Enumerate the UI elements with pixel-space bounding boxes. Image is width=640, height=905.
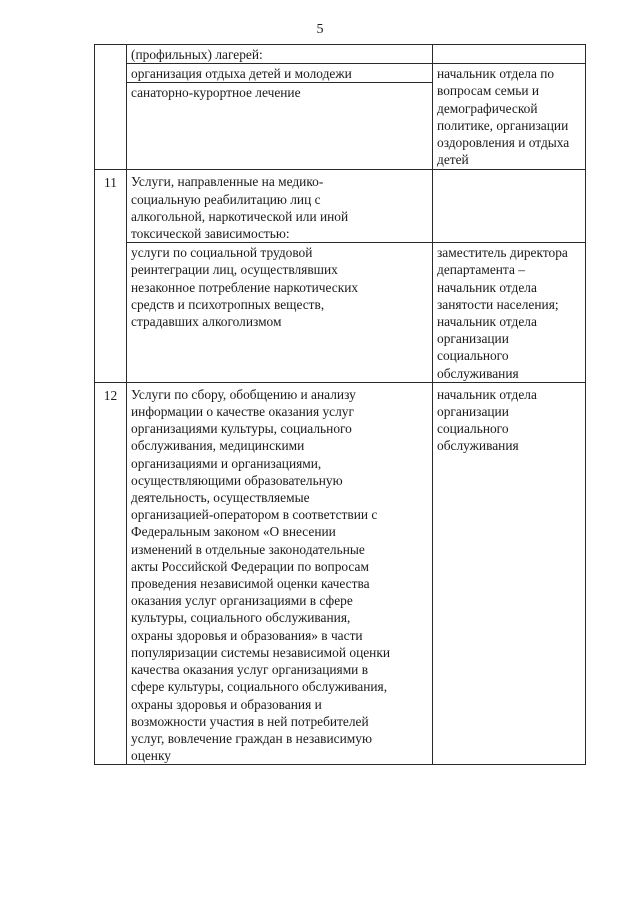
- service-text: услуги по социальной трудовой реинтеграции лиц, осуществлявших незаконное потребление наркотических средств и психотропных веществ, страдавших алкоголизмом: [131, 245, 359, 330]
- responsible-cell: [433, 382, 586, 764]
- table-row: [95, 64, 586, 83]
- service-text: организация отдыха детей и молодежи: [131, 66, 352, 82]
- service-cell: [127, 64, 433, 83]
- service-cell: [127, 45, 433, 64]
- row-number-cell: [95, 382, 127, 764]
- table-row: [95, 382, 586, 764]
- table-row: [95, 45, 586, 64]
- services-table: [94, 44, 586, 765]
- table-row: [95, 170, 586, 243]
- service-cell: [127, 382, 433, 764]
- responsible-cell: [433, 243, 586, 383]
- service-text: Услуги по сбору, обобщению и анализу информации о качестве оказания услуг организациями культуры, социального обслуживания, медицинскими организациями и организациями, осуществляющими образовательную деятельность, осуществляемые организацией-оператором в соответствии с Федеральным законом «О внесении изменений в отдельные законодательные акты Российской Федерации по вопросам проведения независимой оценки качества оказания услуг организациями в сфере культуры, социального обслуживания, охраны здоровья и образования» в части популяризации системы независимой оценки качества оказания услуг организациями в сфере культуры, социального обслуживания, охраны здоровья и образования и возможности участия в ней потребителей услуг, вовлечение граждан в независимую оценку: [131, 386, 391, 764]
- service-text: санаторно-курортное лечение: [131, 85, 301, 101]
- responsible-text: начальник отдела по вопросам семьи и демографической политике, организации оздоровления и отдыха детей: [437, 66, 570, 168]
- service-text: Услуги, направленные на медико- социальную реабилитацию лиц с алкогольной, наркотической или иной токсической зависимостью:: [131, 174, 349, 242]
- service-cell: [127, 243, 433, 383]
- responsible-cell: [433, 64, 586, 170]
- responsible-text: начальник отдела организации социального обслуживания: [437, 386, 537, 454]
- responsible-text: заместитель директора департамента – начальник отдела занятости населения; начальник отдела организации социального обслуживания: [437, 245, 568, 381]
- service-text: (профильных) лагерей:: [131, 47, 263, 62]
- responsible-cell: [433, 170, 586, 243]
- responsible-cell: [433, 45, 586, 64]
- row-number-cell: [95, 45, 127, 170]
- table-row: [95, 243, 586, 383]
- service-cell: [127, 83, 433, 170]
- service-cell: [127, 170, 433, 243]
- page-number: 5: [316, 22, 324, 37]
- row-number-cell: [95, 170, 127, 382]
- row-number: 12: [103, 387, 118, 403]
- row-number: 11: [104, 175, 117, 191]
